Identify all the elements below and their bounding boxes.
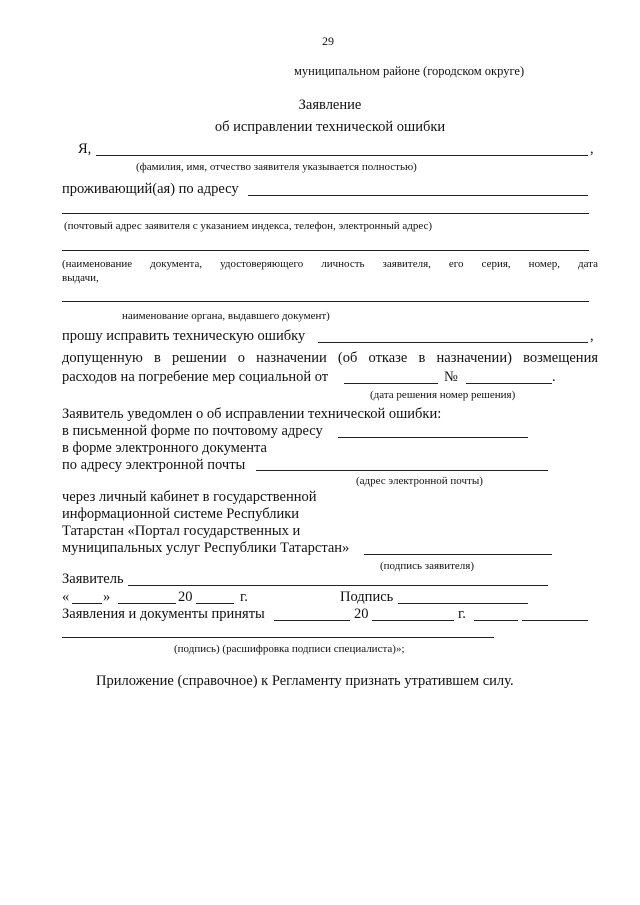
caption-email: (адрес электронной почты)	[356, 475, 483, 487]
residing-line	[248, 195, 588, 196]
appendix-text: Приложение (справочное) к Регламенту признать утратившем силу.	[96, 673, 514, 689]
written-form-label: в письменной форме по почтовому адресу	[62, 423, 323, 439]
accepted-year-suffix: г.	[458, 606, 466, 622]
organ-line	[62, 301, 589, 302]
applicant-line	[128, 585, 548, 586]
caption-document-2: выдачи,	[62, 272, 99, 284]
accepted-extra-line-1	[474, 620, 518, 621]
date-open-quote: «	[62, 589, 70, 605]
electronic-label-1: в форме электронного документа	[62, 440, 267, 456]
address-line-2	[62, 213, 589, 214]
fio-comma: ,	[590, 141, 594, 157]
signature-label: Подпись	[340, 589, 394, 605]
fio-line	[96, 155, 588, 156]
cabinet-line-4: муниципальных услуг Республики Татарстан»	[62, 540, 350, 556]
cabinet-line-1: через личный кабинет в государственной	[62, 489, 317, 505]
caption-signature: (подпись заявителя)	[380, 560, 475, 572]
electronic-label-2: по адресу электронной почты	[62, 457, 246, 473]
cabinet-line-3: Татарстан «Портал государственных и	[62, 523, 301, 539]
accepted-extra-line-2	[522, 620, 588, 621]
accepted-label: Заявления и документы приняты	[62, 606, 265, 622]
notified-label: Заявитель уведомлен о об исправлении технической ошибки:	[62, 406, 442, 422]
number-sign: №	[444, 369, 458, 385]
date-close-quote: »	[103, 589, 111, 605]
specialist-line	[62, 637, 494, 638]
email-line	[256, 470, 548, 471]
ya-label: Я,	[78, 141, 92, 157]
title-line-1: Заявление	[298, 97, 362, 113]
caption-organ: наименование органа, выдавшего документ)	[122, 310, 330, 322]
signature-line	[364, 554, 552, 555]
request-line	[318, 342, 588, 343]
date-year-suffix: г.	[240, 589, 248, 605]
signature-applicant-line	[398, 603, 528, 604]
written-form-line	[338, 437, 528, 438]
applicant-label: Заявитель	[62, 571, 124, 587]
decision-number-line	[466, 383, 552, 384]
accepted-year-line	[372, 620, 454, 621]
caption-fio: (фамилия, имя, отчество заявителя указывается полностью)	[136, 161, 417, 173]
date-year-line	[196, 603, 234, 604]
caption-decision: (дата решения номер решения)	[370, 389, 516, 401]
caption-specialist: (подпись) (расшифровка подписи специалиста)»;	[174, 643, 405, 655]
admitted-line-1: допущенную в решении о назначении (об отказе в назначении) возмещения	[62, 350, 598, 366]
cabinet-line-2: информационной системе Республики	[62, 506, 300, 522]
decision-period: .	[552, 369, 556, 385]
caption-address: (почтовый адрес заявителя с указанием индекса, телефон, электронный адрес)	[64, 220, 433, 232]
residing-label: проживающий(ая) по адресу	[62, 181, 239, 197]
date-day-line	[72, 603, 102, 604]
accepted-day-line	[274, 620, 350, 621]
request-comma: ,	[590, 328, 594, 344]
page-number: 29	[322, 34, 334, 48]
title-line-2: об исправлении технической ошибки	[214, 119, 446, 135]
document-line	[62, 250, 589, 251]
header-tail: муниципальном районе (городском округе)	[294, 64, 525, 78]
decision-date-line	[344, 383, 438, 384]
date-year-prefix: 20	[178, 589, 193, 605]
request-label: прошу исправить техническую ошибку	[62, 328, 306, 344]
accepted-year-prefix: 20	[354, 606, 369, 622]
date-month-line	[118, 603, 176, 604]
admitted-line-2: расходов на погребение мер социальной от	[62, 369, 329, 385]
caption-document-1: (наименование документа, удостоверяющего личность заявителя, его серия, номер, дата	[62, 258, 598, 270]
